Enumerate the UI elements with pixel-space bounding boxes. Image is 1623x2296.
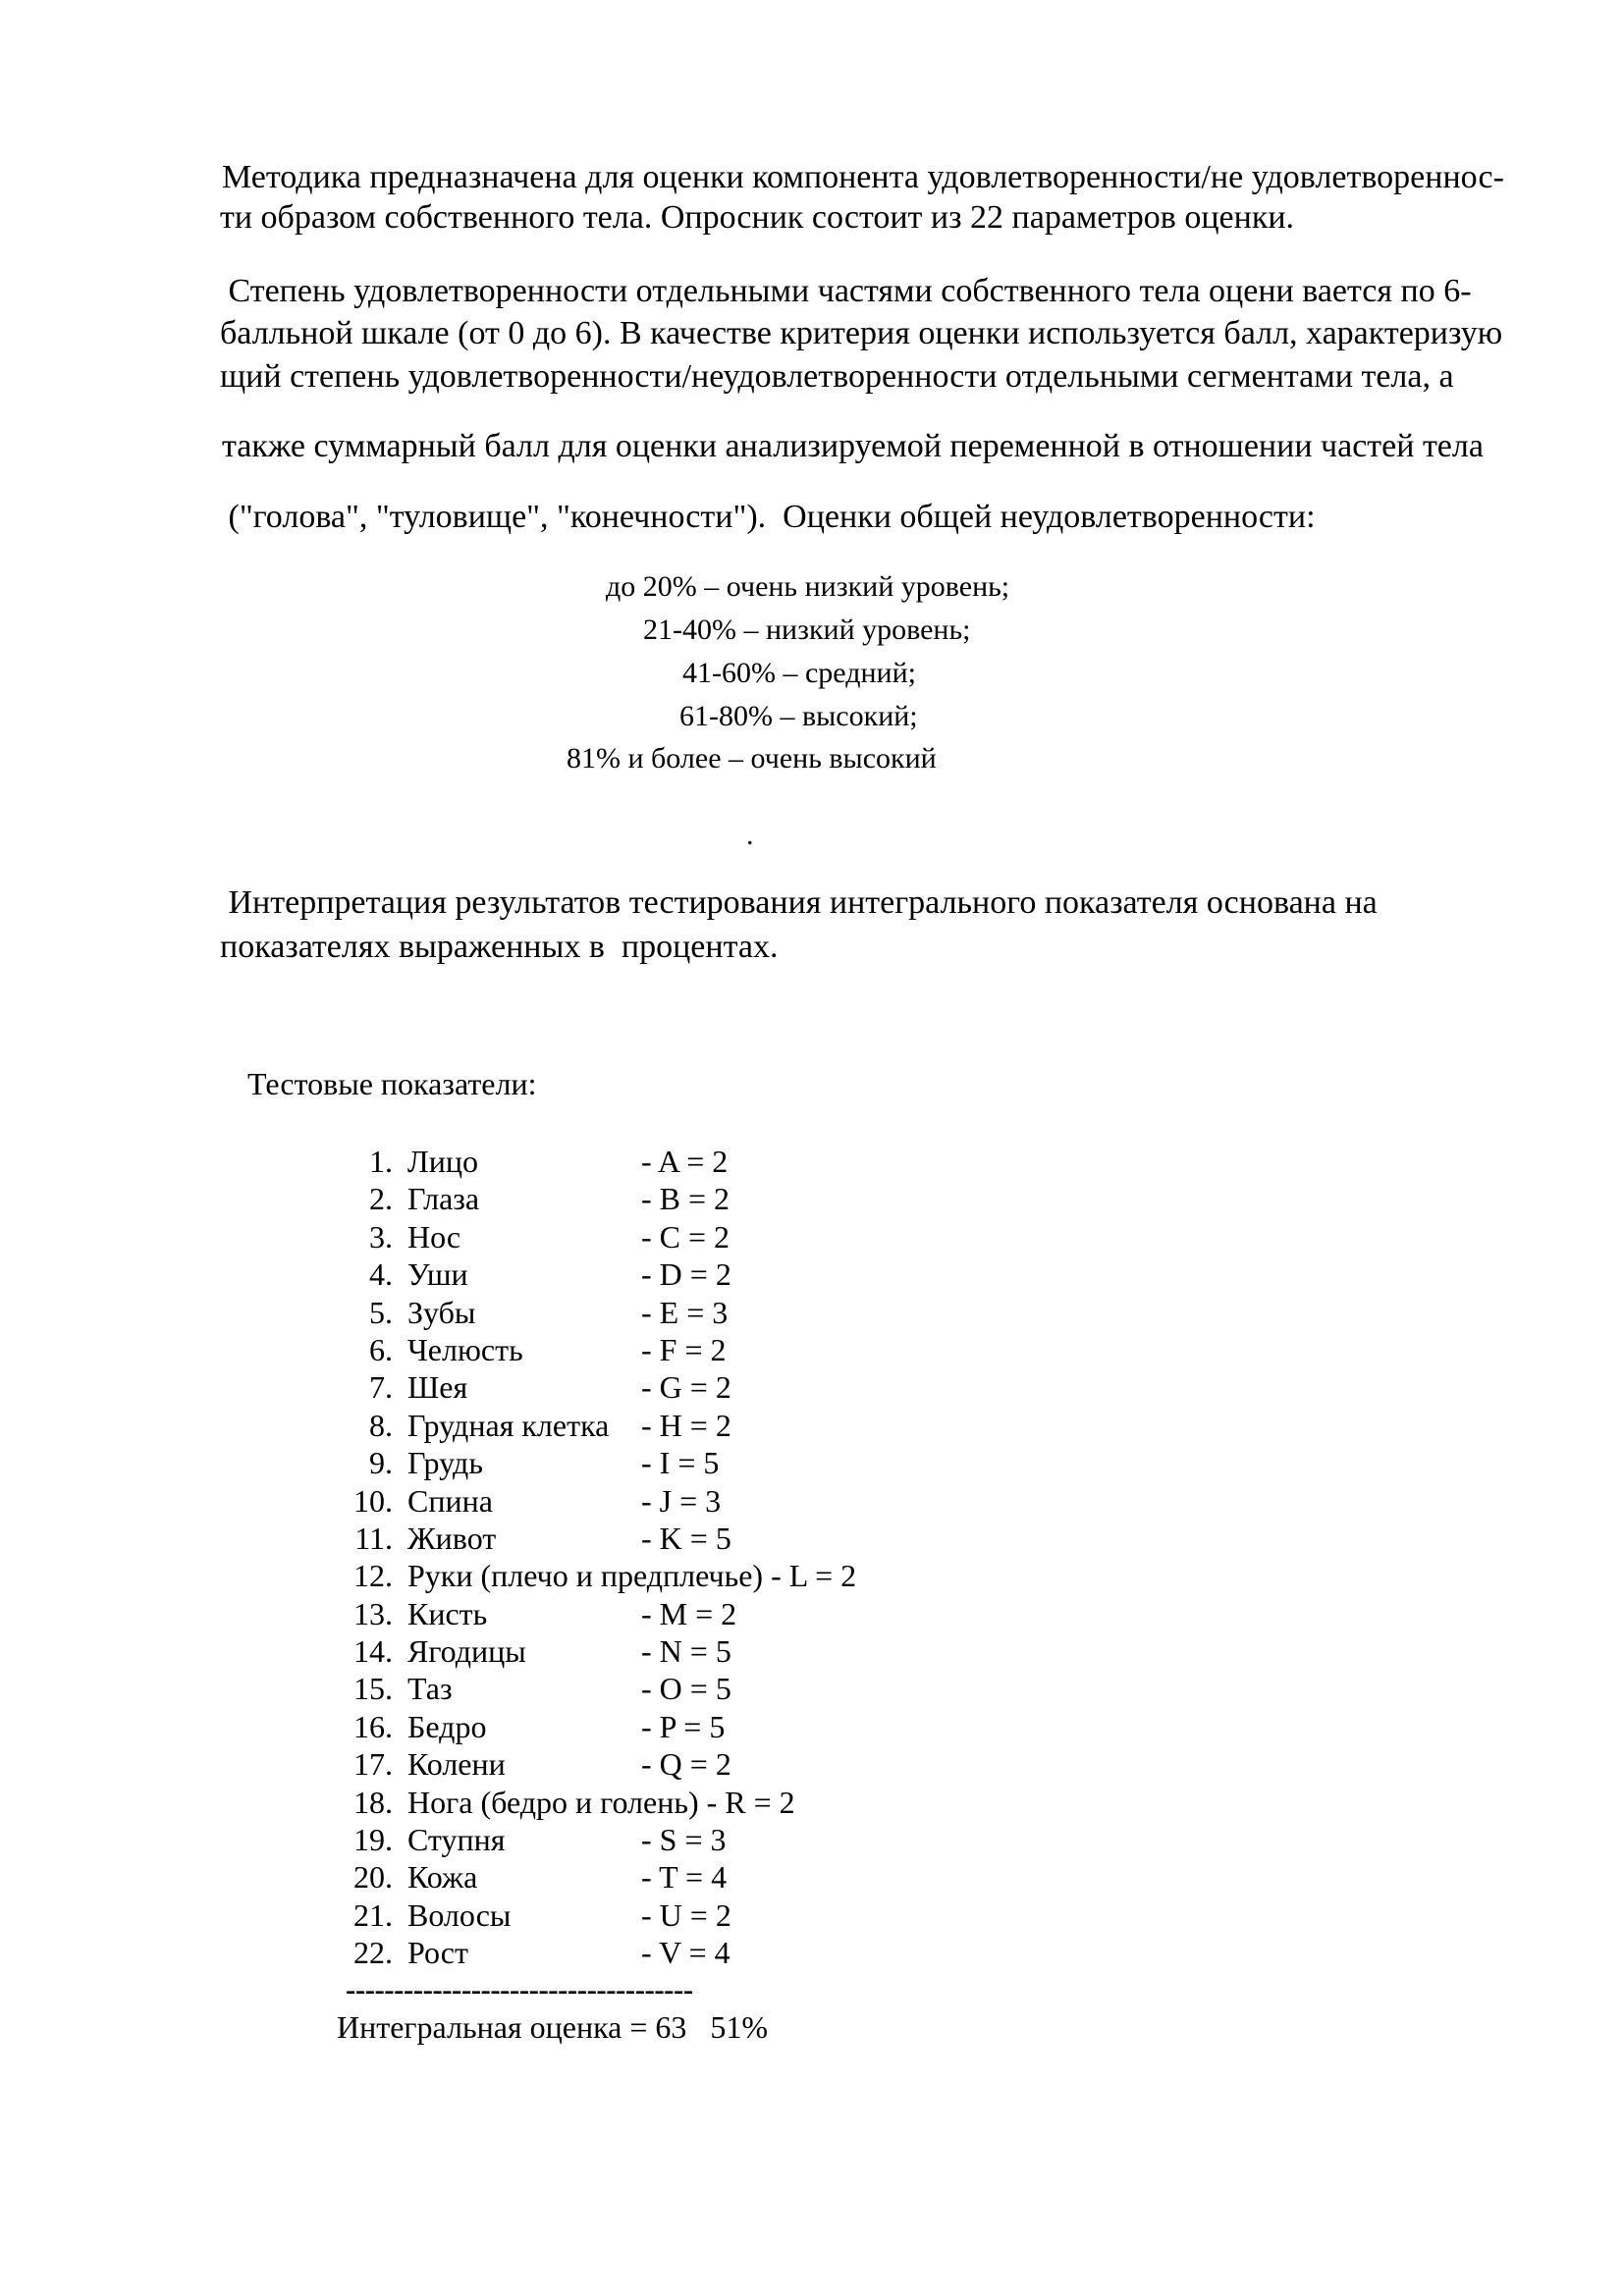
item-value: - U = 2 [641, 1896, 731, 1933]
item-value: - I = 5 [641, 1445, 720, 1481]
item-label: Нога (бедро и голень) - R = 2 [407, 1784, 795, 1820]
item-value: - A = 2 [641, 1144, 729, 1179]
item-value: - M = 2 [641, 1595, 737, 1631]
item-value: - E = 3 [641, 1294, 729, 1330]
item-number: 15. [353, 1671, 393, 1707]
list-item [0, 1143, 1623, 1180]
item-label: Лицо [407, 1144, 478, 1179]
item-label: Шея [407, 1369, 468, 1406]
item-value: - C = 2 [641, 1218, 730, 1255]
summary-score-line: также суммарный балл для оценки анализируемой переменной в отношении частей тела [222, 428, 1484, 464]
dashed-separator: ------------------------------------ [346, 1972, 693, 2006]
list-item [0, 1331, 1623, 1368]
scale-level-line: 21-40% – низкий уровень; [643, 614, 971, 646]
list-item [0, 1784, 1623, 1821]
intro-paragraph-line: ти образом собственного тела. Опросник состоит из 22 параметров оценки. [220, 199, 1295, 236]
body-parts-line: ("голова", "туловище", "конечности"). Оценки общей неудовлетворенности: [220, 499, 1316, 535]
item-number: 5. [369, 1294, 393, 1330]
item-value: - B = 2 [641, 1181, 730, 1217]
item-number: 2. [369, 1181, 393, 1217]
list-item [0, 1557, 1623, 1594]
item-value: - K = 5 [641, 1520, 731, 1556]
item-label: Грудь [407, 1445, 483, 1481]
item-number: 8. [369, 1407, 393, 1443]
scale-description-line: Степень удовлетворенности отдельными частями собственного тела оцени вается по 6- [220, 273, 1472, 309]
item-value: - O = 5 [641, 1671, 731, 1707]
list-item [0, 1218, 1623, 1255]
interpretation-line: показателях выраженных в процентах. [220, 929, 779, 965]
dissatisfaction-scale-block [0, 567, 1623, 783]
item-value: - V = 4 [641, 1935, 730, 1971]
scale-level-line: 41-60% – средний; [682, 657, 916, 689]
item-number: 3. [369, 1218, 393, 1255]
item-label: Глаза [407, 1181, 480, 1217]
scale-level-line: 61-80% – высокий; [679, 700, 918, 732]
list-item [0, 1180, 1623, 1217]
item-label: Таз [407, 1671, 453, 1707]
test-indicators-list [0, 1143, 1623, 1972]
list-item [0, 1255, 1623, 1293]
item-value: - G = 2 [641, 1369, 731, 1406]
list-item [0, 1632, 1623, 1670]
item-label: Руки (плечо и предплечье) - L = 2 [407, 1558, 857, 1594]
item-label: Спина [407, 1482, 493, 1519]
list-item [0, 1934, 1623, 1971]
item-value: - Q = 2 [641, 1746, 731, 1783]
list-item [0, 1482, 1623, 1520]
item-label: Рост [407, 1935, 468, 1971]
scale-level-line: 81% и более – очень высокий [567, 742, 937, 774]
item-label: Зубы [407, 1294, 476, 1330]
list-item [0, 1407, 1623, 1444]
item-label: Грудная клетка [407, 1407, 610, 1443]
list-item [0, 1708, 1623, 1745]
item-label: Бедро [407, 1708, 487, 1744]
item-number: 13. [353, 1595, 393, 1631]
scale-description-line: щий степень удовлетворенности/неудовлетворенности отдельными сегментами тела, а [220, 358, 1454, 395]
item-label: Колени [407, 1746, 506, 1783]
list-item [0, 1670, 1623, 1707]
item-label: Кисть [407, 1595, 488, 1631]
item-value: - D = 2 [641, 1256, 731, 1293]
item-label: Волосы [407, 1896, 512, 1933]
stray-period: . [746, 819, 754, 851]
item-label: Уши [407, 1256, 468, 1293]
item-label: Ступня [407, 1822, 506, 1858]
item-label: Челюсть [407, 1331, 523, 1367]
item-number: 6. [369, 1331, 393, 1367]
item-number: 19. [353, 1822, 393, 1858]
item-number: 7. [369, 1369, 393, 1406]
item-number: 10. [353, 1482, 393, 1519]
item-label: Живот [407, 1520, 497, 1556]
scale-level-line: до 20% – очень низкий уровень; [606, 570, 1010, 603]
item-value: - F = 2 [641, 1331, 727, 1367]
item-label: Ягодицы [407, 1633, 526, 1670]
list-item [0, 1858, 1623, 1896]
interpretation-line: Интерпретация результатов тестирования интегрального показателя основана на [220, 884, 1378, 921]
item-number: 18. [353, 1784, 393, 1820]
item-number: 1. [369, 1144, 393, 1179]
item-number: 4. [369, 1256, 393, 1293]
list-item [0, 1520, 1623, 1557]
item-value: - S = 3 [641, 1822, 727, 1858]
item-number: 22. [353, 1935, 393, 1971]
test-indicators-heading: Тестовые показатели: [247, 1066, 537, 1101]
item-number: 20. [353, 1859, 393, 1896]
item-number: 17. [353, 1746, 393, 1783]
intro-paragraph-line: Методика предназначена для оценки компонента удовлетворенности/не удовлетвореннос- [222, 159, 1504, 195]
scale-description-line: балльной шкале (от 0 до 6). В качестве критерия оценки используется балл, характеризую [220, 315, 1503, 351]
item-label: Кожа [407, 1859, 478, 1896]
list-item [0, 1745, 1623, 1783]
list-item [0, 1595, 1623, 1632]
integral-score-line: Интегральная оценка = 63 51% [337, 2009, 769, 2045]
item-number: 14. [353, 1633, 393, 1670]
item-value: - N = 5 [641, 1633, 731, 1670]
list-item [0, 1896, 1623, 1934]
item-number: 11. [354, 1520, 393, 1556]
item-value: - P = 5 [641, 1708, 726, 1744]
item-number: 12. [353, 1558, 393, 1594]
item-label: Нос [407, 1218, 461, 1255]
list-item [0, 1294, 1623, 1331]
item-value: - T = 4 [641, 1859, 728, 1896]
list-item [0, 1444, 1623, 1481]
item-number: 9. [369, 1445, 393, 1481]
item-value: - H = 2 [641, 1407, 731, 1443]
item-number: 16. [353, 1708, 393, 1744]
list-item [0, 1368, 1623, 1406]
item-number: 21. [353, 1896, 393, 1933]
item-value: - J = 3 [641, 1482, 722, 1519]
list-item [0, 1821, 1623, 1858]
